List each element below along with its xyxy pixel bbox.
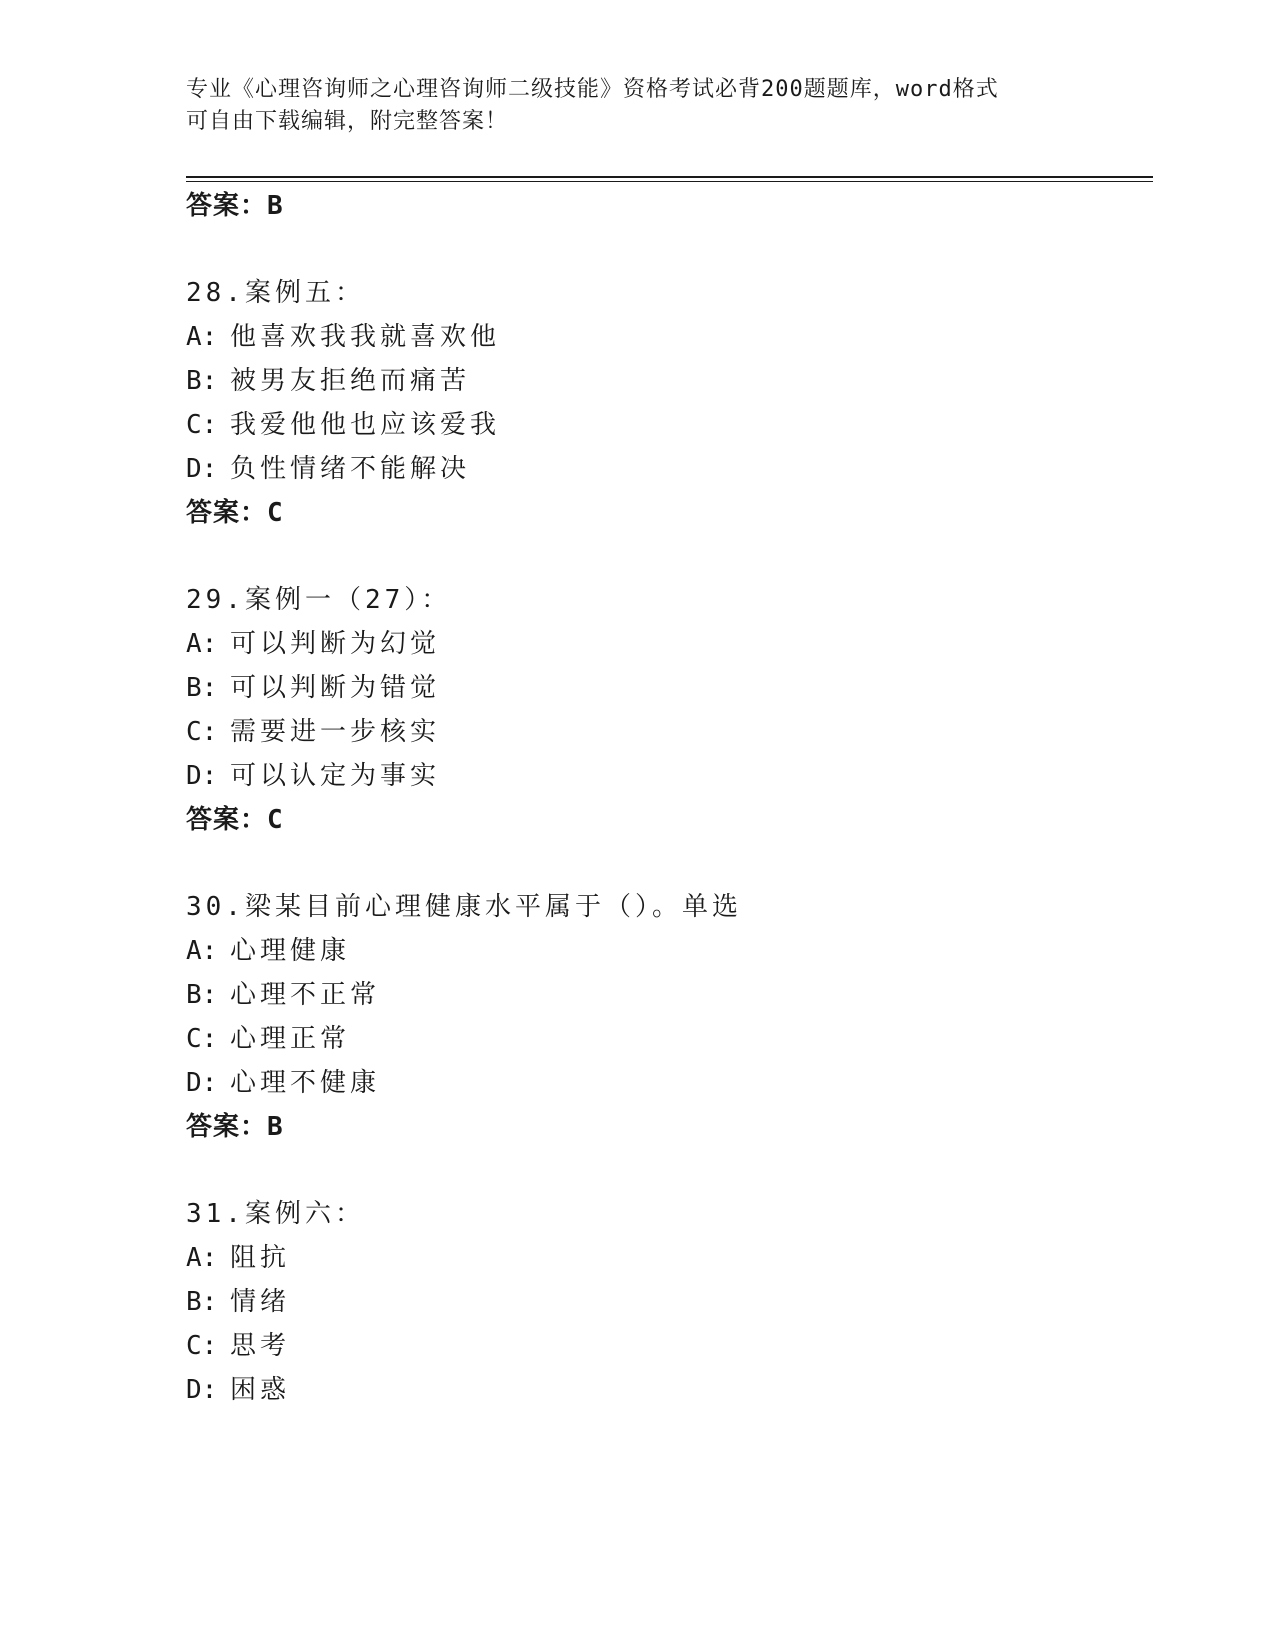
header-divider-thick (186, 176, 1153, 178)
header-divider-thin (186, 181, 1153, 182)
option-a: A: 可以判断为幻觉 (186, 629, 441, 659)
option-c: C: 思考 (186, 1331, 291, 1361)
header-line-1: 专业《心理咨询师之心理咨询师二级技能》资格考试必背200题题库，word格式 (186, 77, 999, 102)
option-a: A: 心理健康 (186, 936, 351, 966)
answer-label: 答案：C (186, 805, 284, 835)
option-b: B: 情绪 (186, 1287, 291, 1317)
answer-label: 答案：C (186, 498, 284, 528)
option-d: D: 心理不健康 (186, 1068, 381, 1098)
option-b: B: 被男友拒绝而痛苦 (186, 366, 471, 396)
option-a: A: 阻抗 (186, 1243, 291, 1273)
option-a: A: 他喜欢我我就喜欢他 (186, 322, 501, 352)
question-title: 29.案例一（27）： (186, 585, 452, 615)
question-title: 30.梁某目前心理健康水平属于（）。单选 (186, 892, 742, 922)
question-title: 31.案例六： (186, 1199, 365, 1229)
option-c: C: 我爱他他也应该爱我 (186, 410, 501, 440)
option-d: D: 负性情绪不能解决 (186, 454, 471, 484)
option-c: C: 心理正常 (186, 1024, 351, 1054)
answer-label: 答案：B (186, 191, 284, 221)
option-b: B: 心理不正常 (186, 980, 381, 1010)
answer-label: 答案：B (186, 1112, 284, 1142)
document-header (186, 74, 1066, 138)
header-line-2: 可自由下载编辑，附完整答案！ (186, 109, 509, 134)
question-title: 28.案例五： (186, 278, 365, 308)
option-b: B: 可以判断为错觉 (186, 673, 441, 703)
option-d: D: 困惑 (186, 1375, 291, 1405)
option-d: D: 可以认定为事实 (186, 761, 441, 791)
option-c: C: 需要进一步核实 (186, 717, 441, 747)
